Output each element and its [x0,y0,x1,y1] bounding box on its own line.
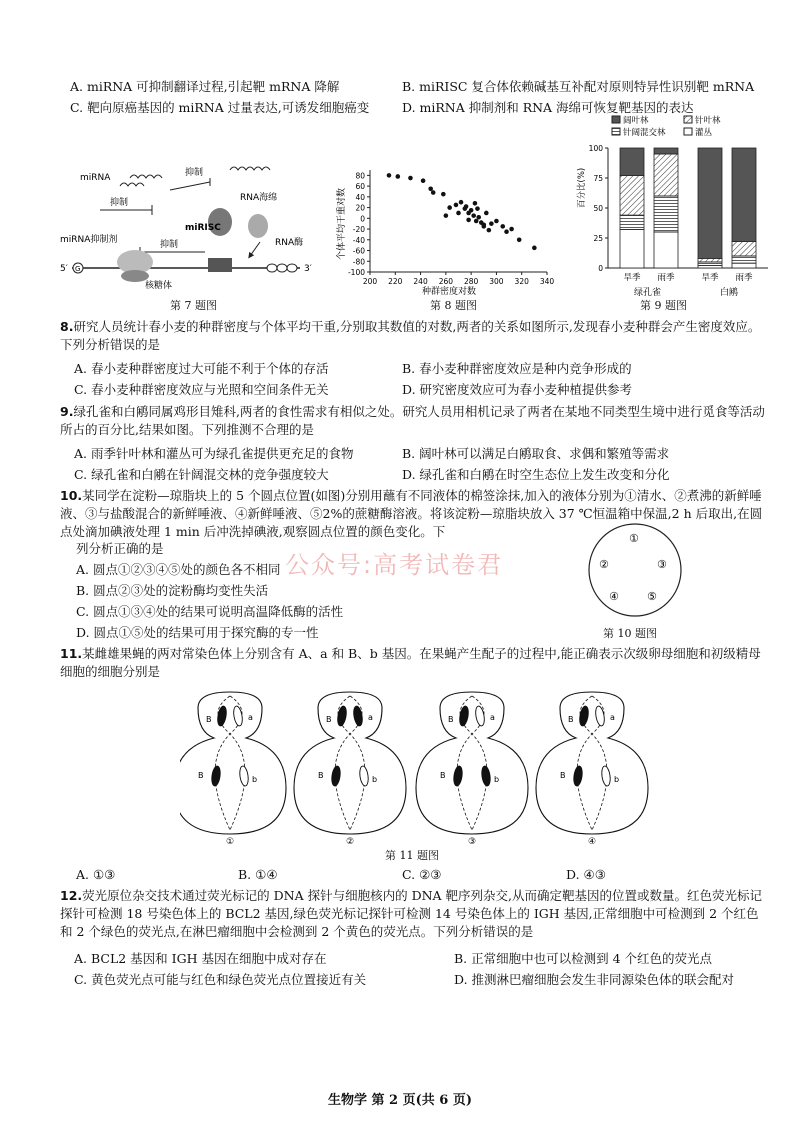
q9-option-b: B. 阔叶林可以满足白鹇取食、求偶和繁殖等需求 [402,446,670,461]
gene-label: a [610,713,615,722]
fig8-data-point [484,211,489,216]
fig11-caption: 第 11 题图 [385,849,439,862]
gene-label: B [448,715,454,724]
sponge-strand [230,167,270,170]
inhibit-label-3: 抑制 [160,240,179,250]
q7-option-c: C. 靶向原癌基因的 miRNA 过量表达,可诱发细胞癌变 [70,100,370,115]
cell-diagram [536,692,648,847]
fig8-ytick-label: -60 [352,246,365,256]
fig9-bar-segment [732,242,756,256]
fig8-ytick-label: 80 [355,171,365,181]
inhibit-label-2: 抑制 [110,198,129,208]
chromosome [453,766,464,787]
fig9-stacked-bar-chart [572,112,772,298]
fig11-cells [180,688,650,848]
fig8-xtick-label: 320 [514,277,529,286]
question-8 [60,318,766,354]
fig9-ytick-label: 25 [593,234,603,243]
fig9-bar-segment [654,154,678,196]
gene-label: B [440,771,446,780]
watermark: 公众号:高考试卷君 [285,551,504,579]
q11-number: 11. [60,646,83,661]
q9-option-d: D. 绿孔雀和白鹇在时空生态位上发生改变和分化 [402,467,670,482]
cell-number-label: ② [346,837,355,847]
fig8-ytick-label: -40 [352,235,365,245]
fig8-data-point [471,213,476,218]
chromosome [594,705,605,726]
fig9-bar-segment [698,148,722,258]
fig9-bar-segment [654,196,678,232]
question-12 [60,887,766,941]
fig9-xtick-label: 雨季 [657,273,675,283]
chromosome [211,766,222,787]
q7-option-b: B. miRISC 复合体依赖碱基互补配对原则特异性识别靶 mRNA [402,79,755,94]
fig9-bar-segment [654,232,678,268]
gene-label: b [494,775,500,784]
fig8-data-point [489,221,494,226]
fig9-caption: 第 9 题图 [640,299,687,312]
fig8-ytick-label: -100 [347,268,365,277]
gene-label: B [318,771,324,780]
q11-stem: 某雌雄果蝇的两对常染色体上分别含有 A、a 和 B、b 基因。在果蝇产生配子的过程中,能正确表示次级卵母细胞和初级精母细胞的细胞分别是 [60,646,761,680]
gene-label: a [368,713,373,722]
fig8-data-point [421,178,426,183]
q10-stem-cont: 列分析正确的是 [76,541,164,556]
fig8-data-point [504,229,509,234]
chromosome [481,766,492,787]
rna-enzyme-shape [248,214,268,238]
fig9-bar-segment [620,230,644,268]
fig8-data-point [494,219,499,224]
gene-label: b [372,775,378,784]
q12-option-a: A. BCL2 基因和 IGH 基因在细胞中成对存在 [74,951,327,966]
chromosome [336,705,347,726]
dot-1: ① [629,532,639,545]
fig8-data-point [396,174,401,179]
fig9-legend-conifer: 针叶林 [695,116,721,126]
q9-option-a: A. 雨季针叶林和灌丛可为绿孔雀提供更充足的食物 [74,446,354,461]
fig8-data-point [408,176,413,181]
fig8-xtick-label: 220 [388,277,403,286]
fig9-bar-segment [698,262,722,266]
fig9-group-silver-pheasant: 白鹇 [720,288,739,298]
fig8-data-point [387,173,392,178]
fig9-xtick-label: 旱季 [623,273,641,283]
q10-option-d: D. 圆点①⑤处的结果可用于探究酶的专一性 [76,625,319,640]
mirna-strand [130,175,162,178]
q12-option-b: B. 正常细胞中也可以检测到 4 个红色的荧光点 [454,951,713,966]
chromosome [239,766,250,787]
q7-option-a: A. miRNA 可抑制翻译过程,引起靶 mRNA 降解 [70,79,340,94]
fig8-data-point [466,218,471,223]
page-footer: 生物学 第 2 页(共 6 页) [327,1093,473,1108]
q11-option-a: A. ①③ [76,867,116,882]
fig8-data-point [456,211,461,216]
cell-number-label: ③ [468,837,477,847]
fig8-data-point [431,190,436,195]
question-9 [60,403,766,439]
fig8-xtick-label: 280 [463,277,479,286]
fig8-xtick-label: 240 [413,277,428,286]
fig8-ytick-label: 0 [360,214,365,224]
fig8-data-point [532,246,537,251]
fig9-legend-broadleaf: 阔叶林 [623,116,649,126]
fig8-data-point [474,219,479,224]
chromosome [359,766,370,787]
q10-number: 10. [60,488,83,503]
chromosome [474,705,485,726]
cell-diagram [180,692,286,847]
chromosome [458,705,469,726]
fig8-data-point [447,205,452,210]
q8-stem: 研究人员统计春小麦的种群密度与个体平均干重,分别取其数值的对数,两者的关系如图所示,发现春小麦种群会产生密度效应。下列分析错误的是 [60,319,761,353]
fig8-ytick-label: -80 [352,257,365,267]
gene-label: B [568,715,574,724]
q10-option-a: A. 圆点①②③④⑤处的颜色各不相同 [76,562,281,577]
fig9-ytick-label: 100 [588,144,603,153]
q8-option-b: B. 春小麦种群密度效应是种内竞争形成的 [402,361,632,376]
chromosome [352,705,363,726]
fig8-data-point [475,206,480,211]
fig8-data-point [481,224,486,229]
fig8-data-point [441,192,446,197]
fig8-xtick-label: 300 [489,277,504,286]
fig8-scatter-chart [332,160,562,300]
ribosome-label: 核糖体 [145,281,173,290]
sponge-label: RNA海绵 [240,193,278,203]
fig8-data-point [469,208,474,213]
q11-option-b: B. ①④ [238,867,278,882]
q12-number: 12. [60,888,83,903]
fig8-ytick-label: 20 [355,203,365,213]
fig9-group-peacock: 绿孔雀 [634,288,662,298]
fig8-ytick-label: 60 [355,182,365,192]
chromosome [232,705,243,726]
fig9-ytick-label: 75 [593,174,603,183]
q10-option-b: B. 圆点②③处的淀粉酶均变性失活 [76,583,269,598]
cell-outline [294,692,406,834]
fig8-data-point [428,186,433,191]
q8-option-c: C. 春小麦种群密度效应与光照和空间条件无关 [74,382,329,397]
dot-4: ④ [609,590,619,603]
q8-number: 8. [60,319,74,334]
q9-option-c: C. 绿孔雀和白鹇在针阔混交林的竞争强度较大 [74,467,329,482]
fig8-ylabel: 个体平均干重对数 [337,187,347,260]
mirisc-label: miRISC [185,223,221,233]
fig8-data-point [487,228,492,233]
q8-option-a: A. 春小麦种群密度过大可能不利于个体的存活 [74,361,329,376]
dot-2: ② [599,558,609,571]
fig10-caption: 第 10 题图 [603,627,657,640]
fig9-bar-segment [732,148,756,242]
gene-label: a [490,713,495,722]
fig8-data-point [517,237,522,242]
cell-outline [536,692,648,834]
fig9-bar-segment [732,263,756,268]
chromosome [573,766,584,787]
fig8-ytick-label: 40 [355,192,365,202]
fig8-caption: 第 8 题图 [430,299,477,312]
fig9-bar-segment [732,256,756,263]
chromosome [578,705,589,726]
cell-diagram [416,692,528,847]
q9-stem: 绿孔雀和白鹇同属鸡形目雉科,两者的食性需求有相似之处。研究人员用相机记录了两者在某地不同类型生境中进行觅食等活动所占的百分比,结果如图。下列推测不合理的是 [60,404,765,438]
dot-5: ⑤ [647,590,657,603]
fig8-xtick-label: 200 [362,277,378,286]
fig9-bar-segment [620,176,644,216]
fig8-xtick-label: 260 [438,277,454,286]
fig8-data-point [473,201,478,206]
gene-label: B [560,771,566,780]
fig8-data-point [500,224,505,229]
five-prime-label: 5′ [60,264,68,274]
cap-label: G [75,265,81,273]
q12-option-d: D. 推测淋巴瘤细胞会发生非同源染色体的联会配对 [454,972,735,987]
fig9-xtick-label: 旱季 [701,273,719,283]
q9-number: 9. [60,404,74,419]
fig8-data-point [476,215,481,220]
fig9-bar-segment [620,148,644,176]
q12-stem: 荧光原位杂交技术通过荧光标记的 DNA 探针与细胞核内的 DNA 靶序列杂交,从而确定靶基因的位置或数量。红色荧光标记探针可检测 18 号染色体上的 BCL2 基因,绿色荧光标记探针可检测 14 号染色体上的 IGH 基因,正常细胞中可检测到 2 个红色和 2 个绿色的荧光点,在淋巴瘤细胞中会检测到 2 个黄色的荧光点。下列分析错误的是 [60,888,762,940]
fig9-bar-segment [654,148,678,154]
fig9-ytick-label: 0 [598,264,603,273]
question-11 [60,645,766,681]
q8-option-d: D. 研究密度效应可为春小麦种植提供参考 [402,382,633,397]
gene-label: a [248,713,253,722]
mirna-label: miRNA [80,173,111,183]
dot-3: ③ [657,558,667,571]
cell-number-label: ① [226,837,235,847]
cell-outline [180,692,286,834]
gene-label: B [206,715,212,724]
fig8-data-point [444,213,449,218]
fig8-data-point [464,204,469,209]
q12-option-c: C. 黄色荧光点可能与红色和绿色荧光点位置接近有关 [74,972,367,987]
q11-option-c: C. ②③ [402,867,442,882]
fig8-data-point [459,200,464,205]
inhibit-label-1: 抑制 [185,168,204,178]
fig9-bar-segment [620,215,644,229]
gene-label: b [614,775,620,784]
gene-label: b [252,775,258,784]
q10-option-c: C. 圆点①③④处的结果可说明高温降低酶的活性 [76,604,344,619]
fig9-ytick-label: 50 [593,204,603,213]
q10-stem: 某同学在淀粉—琼脂块上的 5 个圆点位置(如图)分别用蘸有不同液体的棉签涂抹,加入的液体分别为①清水、②煮沸的新鲜唾液、③与盐酸混合的新鲜唾液、④新鲜唾液、⑤2%的蔗糖酶溶液。将该淀粉—琼脂块放入 37 ℃恒温箱中保温,2 h 后取出,在圆点处滴加碘液处理 1 min 后冲洗掉碘液,观察圆点位置的颜色变化。下 [60,488,763,540]
fig9-bar-segment [698,258,722,262]
fig8-ytick-label: -20 [352,225,365,235]
gene-label: B [326,715,332,724]
fig10-agar-plate [585,520,685,620]
cell-number-label: ④ [588,837,597,847]
fig8-xtick-label: 340 [539,277,555,286]
q11-option-d: D. ④③ [566,867,606,882]
cell-diagram [294,692,406,847]
gene-label: B [198,771,204,780]
fig8-data-point [509,227,514,232]
fig9-ylabel: 百分比(%) [577,167,587,208]
q7-option-d: D. miRNA 抑制剂和 RNA 海绵可恢复靶基因的表达 [402,100,694,115]
enzyme-label: RNA酶 [275,238,304,248]
fig8-xlabel: 种群密度对数 [422,287,477,297]
fig7-diagram [60,150,320,290]
chromosome [331,766,342,787]
three-prime-label: 3′ [304,264,312,274]
fig9-legend-mixed: 针阔混交林 [623,128,666,138]
fig7-caption: 第 7 题图 [170,299,217,312]
fig8-data-point [454,203,459,208]
chromosome [601,766,612,787]
inhibitor-label: miRNA抑制剂 [60,235,118,245]
fig9-xtick-label: 雨季 [735,273,753,283]
chromosome [216,705,227,726]
fig9-legend-shrub: 灌丛 [695,128,713,138]
cell-outline [416,692,528,834]
